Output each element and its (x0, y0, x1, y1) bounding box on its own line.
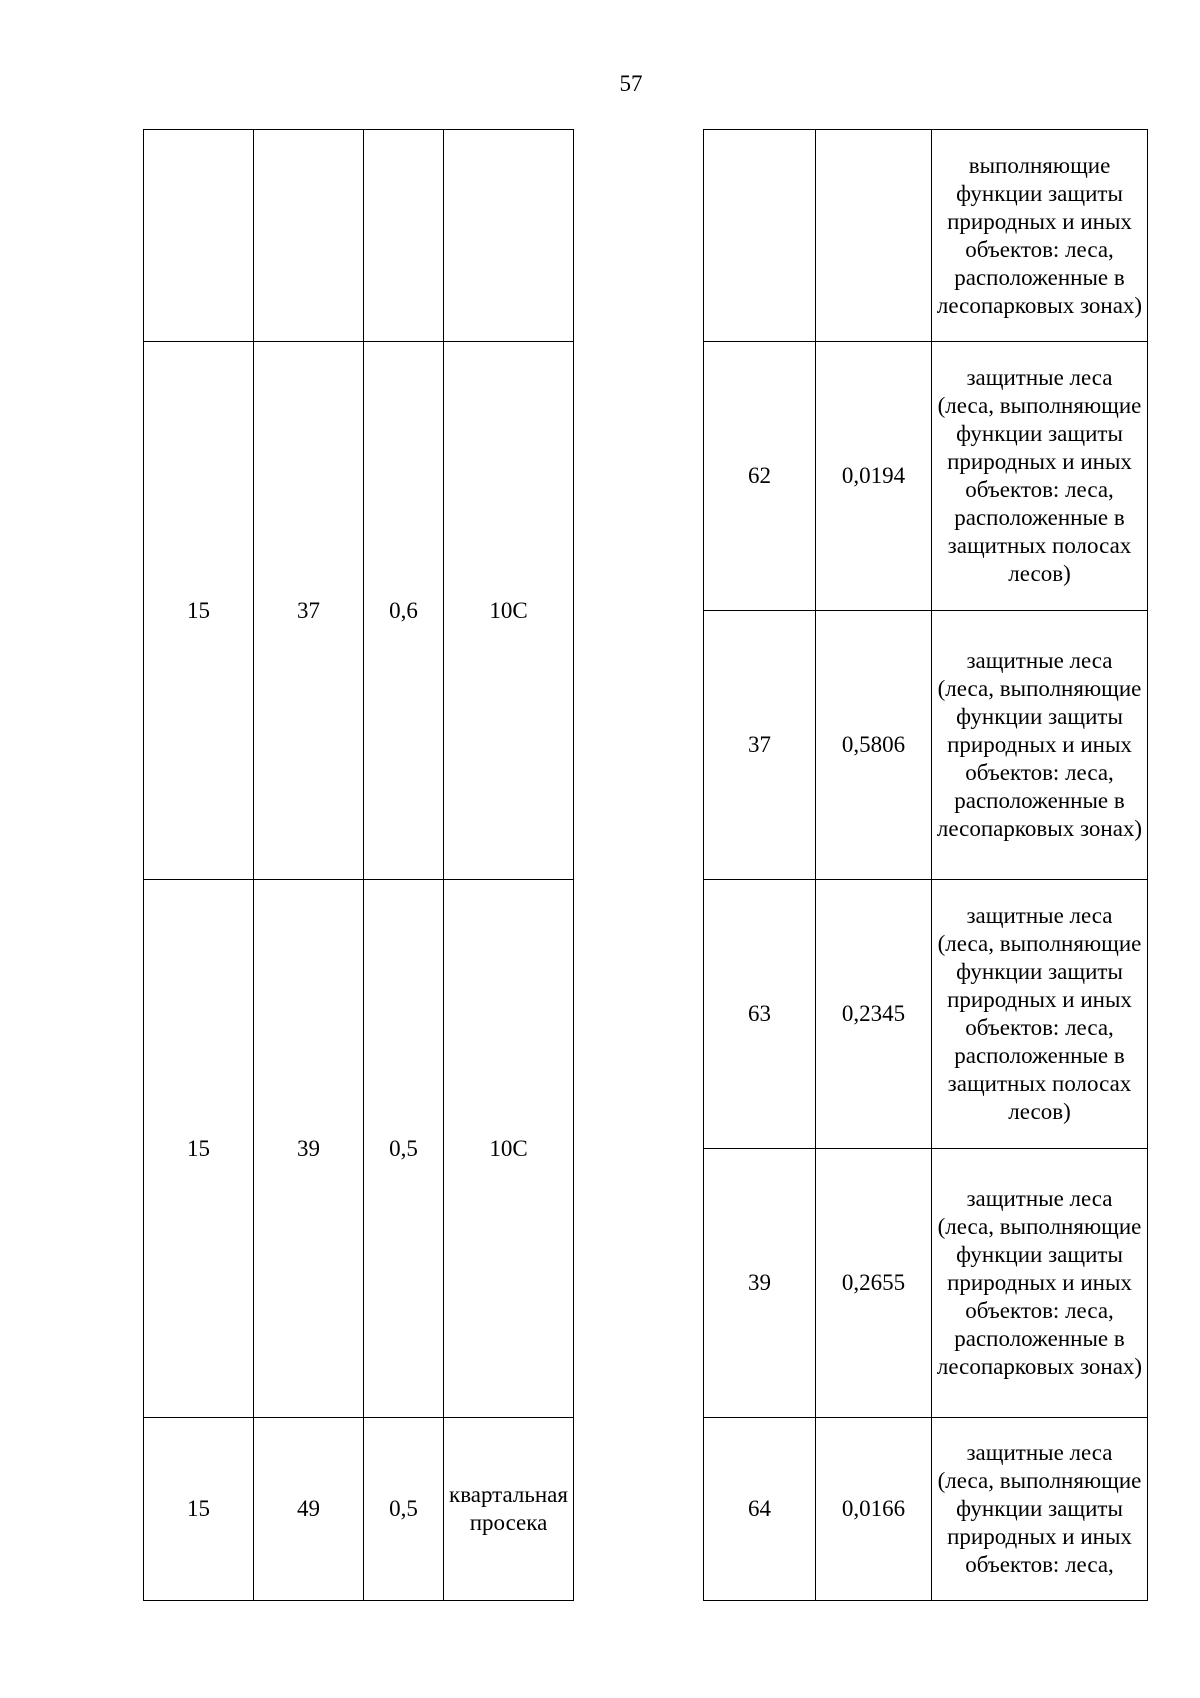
cell-area: 0,5806 (816, 611, 932, 880)
page-number: 57 (619, 71, 643, 96)
cell-num: 39 (704, 1149, 816, 1418)
cell-col2: 49 (254, 1418, 364, 1601)
cell-col3: 0,5 (364, 1418, 444, 1601)
cell-col1: 15 (144, 342, 254, 880)
description-cell: защитные леса (леса, выполняющие функции защиты природных и иных объектов: леса, расположенные в защитных полосах лесов) (932, 342, 1148, 611)
gap-column (574, 130, 704, 1601)
table-cell (444, 130, 574, 342)
table-cell (254, 130, 364, 342)
description-cell: защитные леса (леса, выполняющие функции защиты природных и иных объектов: леса, (932, 1418, 1148, 1601)
cell-area: 0,2345 (816, 880, 932, 1149)
cell-col1: 15 (144, 1418, 254, 1601)
forest-table (143, 129, 1148, 1601)
cell-col3: 0,6 (364, 342, 444, 880)
table-row (144, 130, 1148, 342)
cell-num: 37 (704, 611, 816, 880)
cell-col4: 10С (444, 342, 574, 880)
table-cell (816, 130, 932, 342)
cell-area: 0,0194 (816, 342, 932, 611)
cell-num: 63 (704, 880, 816, 1149)
cell-col2: 39 (254, 880, 364, 1418)
description-cell: защитные леса (леса, выполняющие функции защиты природных и иных объектов: леса, расположенные в лесопарковых зонах) (932, 611, 1148, 880)
table-cell (364, 130, 444, 342)
cell-area: 0,2655 (816, 1149, 932, 1418)
table-cell (704, 130, 816, 342)
cell-col4: квартальная просека (444, 1418, 574, 1601)
cell-area: 0,0166 (816, 1418, 932, 1601)
cell-col3: 0,5 (364, 880, 444, 1418)
table-cell (144, 130, 254, 342)
cell-col4: 10С (444, 880, 574, 1418)
description-cell: защитные леса (леса, выполняющие функции защиты природных и иных объектов: леса, расположенные в защитных полосах лесов) (932, 880, 1148, 1149)
cell-col2: 37 (254, 342, 364, 880)
description-cell: защитные леса (леса, выполняющие функции защиты природных и иных объектов: леса, расположенные в лесопарковых зонах) (932, 1149, 1148, 1418)
cell-num: 64 (704, 1418, 816, 1601)
cell-col1: 15 (144, 880, 254, 1418)
cell-num: 62 (704, 342, 816, 611)
description-cell: выполняющие функции защиты природных и иных объектов: леса, расположенные в лесопарковых зонах) (932, 130, 1148, 342)
